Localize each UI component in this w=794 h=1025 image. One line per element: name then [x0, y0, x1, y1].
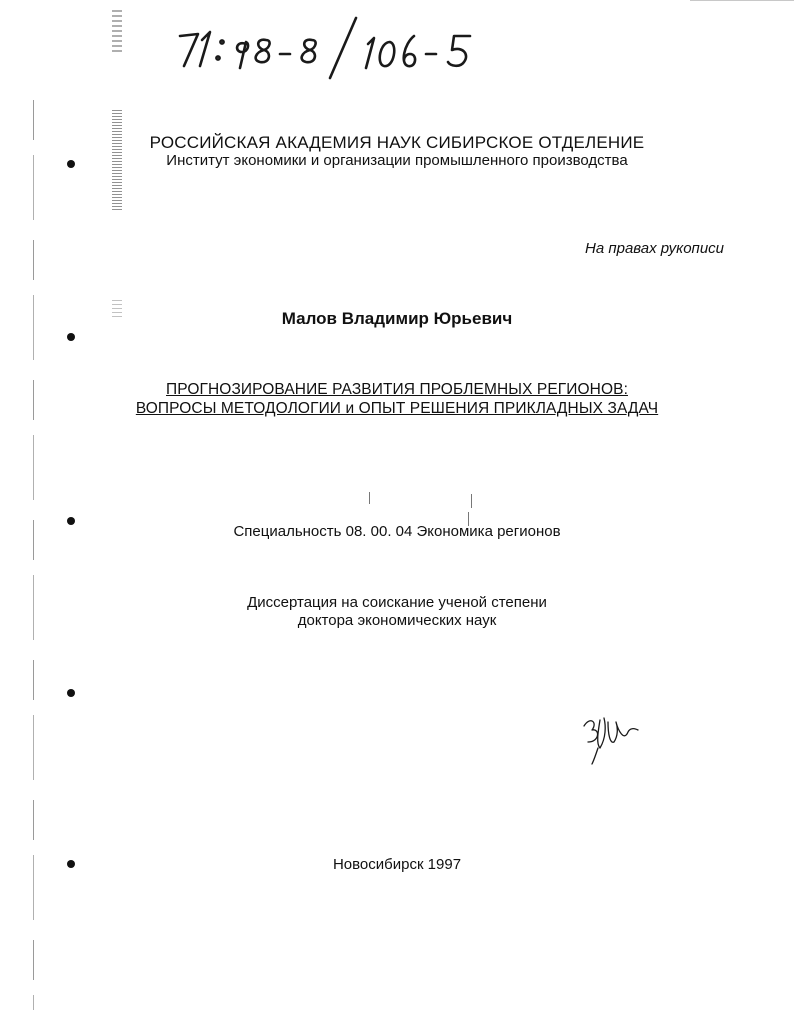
- institute-name: Институт экономики и организации промышленного производства: [166, 152, 628, 169]
- pencil-mark: [369, 492, 370, 504]
- punch-hole-2: [67, 333, 75, 341]
- dissertation-title-line-2: ВОПРОСЫ МЕТОДОЛОГИИ и ОПЫТ РЕШЕНИЯ ПРИКЛАДНЫХ ЗАДАЧ: [135, 400, 659, 417]
- punch-hole-4: [67, 689, 75, 697]
- scan-artifact-top: [112, 10, 122, 55]
- organization-name: РОССИЙСКАЯ АКАДЕМИЯ НАУК СИБИРСКОЕ ОТДЕЛЕНИЕ: [149, 133, 645, 152]
- author-name: Малов Владимир Юрьевич: [281, 309, 513, 328]
- signature: [578, 708, 642, 768]
- city-year: Новосибирск 1997: [332, 856, 462, 873]
- pencil-mark: [471, 494, 472, 508]
- dissertation-degree-line-1: Диссертация на соискание ученой степени: [247, 594, 547, 611]
- dissertation-title-line-1: ПРОГНОЗИРОВАНИЕ РАЗВИТИЯ ПРОБЛЕМНЫХ РЕГИОНОВ:: [166, 381, 628, 398]
- dissertation-degree-line-2: доктора экономических наук: [297, 612, 497, 629]
- rights-note: На правах рукописи: [585, 240, 724, 257]
- specialty: Специальность 08. 00. 04 Экономика регионов: [233, 523, 561, 540]
- handwritten-catalog-number: [170, 14, 500, 80]
- scan-edge-top: [690, 0, 794, 1]
- scan-edge-left: [33, 100, 34, 1010]
